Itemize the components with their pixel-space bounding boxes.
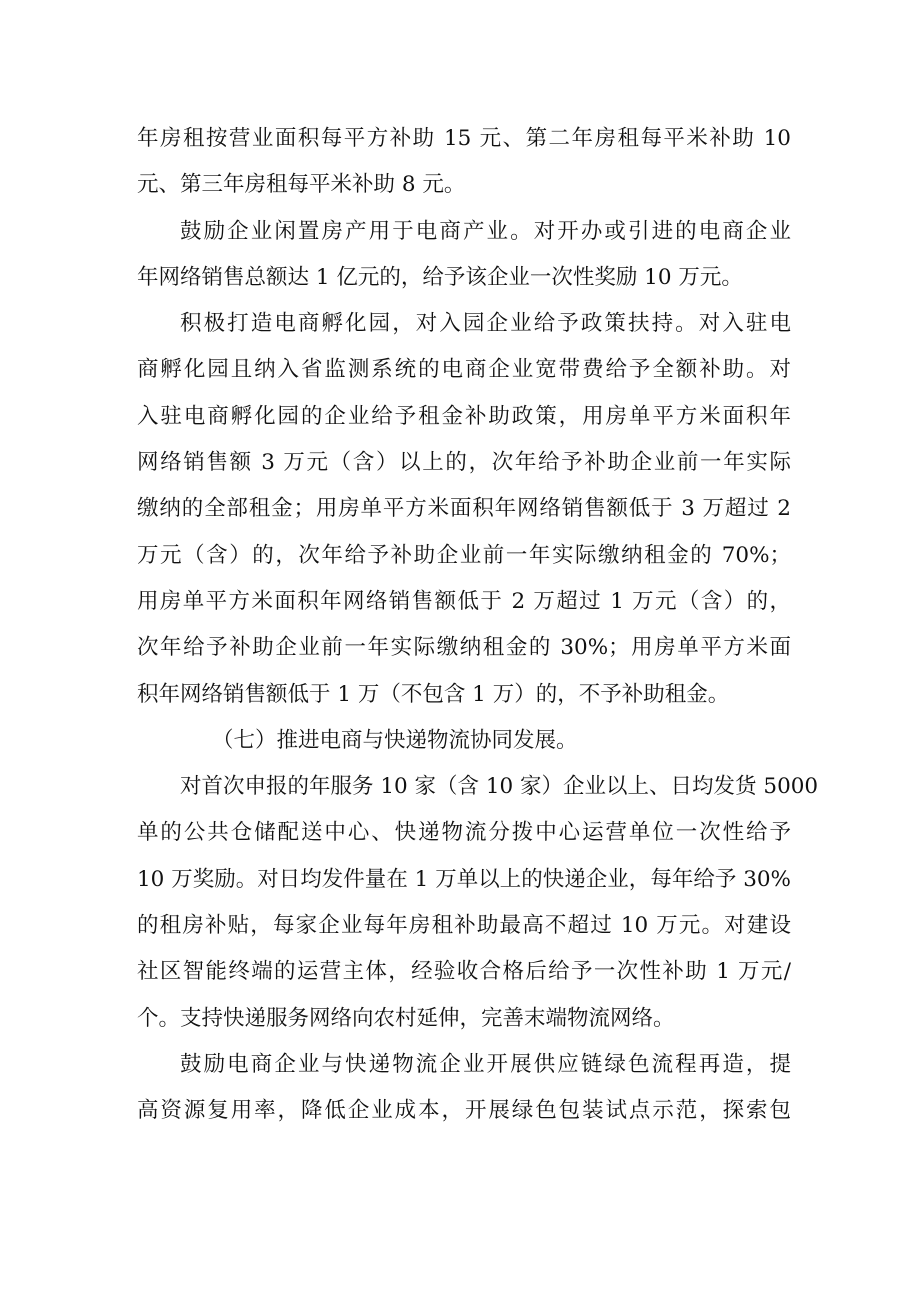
text-line-content: 用房单平方米面积年网络销售额低于 2 万超过 1 万元（含）的， [137, 588, 791, 614]
text-line [137, 625, 791, 671]
text-line [137, 949, 791, 995]
text-line-content: 的租房补贴，每家企业每年房租补助最高不超过 10 万元。对建设 [137, 913, 791, 939]
text-line-content: 社区智能终端的运营主体，经验收合格后给予一次性补助 1 万元/ [137, 959, 791, 985]
text-line-content: 缴纳的全部租金；用房单平方米面积年网络销售额低于 3 万超过 2 [137, 496, 791, 522]
paragraph-start-line [137, 301, 791, 347]
text-line-content: 鼓励企业闲置房产用于电商产业。对开办或引进的电商企业 [180, 218, 791, 244]
text-line-content: 高资源复用率，降低企业成本，开展绿色包装试点示范，探索包 [137, 1098, 791, 1124]
text-line [137, 116, 791, 162]
text-line [137, 255, 791, 301]
text-line-content: 万元（含）的，次年给予补助企业前一年实际缴纳租金的 70%； [137, 542, 791, 568]
text-line-content: 网络销售额 3 万元（含）以上的，次年给予补助企业前一年实际 [137, 450, 791, 476]
text-line [137, 579, 791, 625]
text-line-content: 积年网络销售额低于 1 万（不包含 1 万）的，不予补助租金。 [137, 681, 730, 707]
text-line-content: 商孵化园且纳入省监测系统的电商企业宽带费给予全额补助。对 [137, 357, 791, 383]
text-line [137, 672, 791, 718]
text-line [137, 533, 791, 579]
text-line-content: 鼓励电商企业与快递物流企业开展供应链绿色流程再造，提 [180, 1051, 791, 1077]
paragraph-start-line [137, 1042, 791, 1088]
text-line [137, 162, 791, 208]
text-line [137, 347, 791, 393]
paragraph-start-line [137, 209, 791, 255]
text-line-content: 元、第三年房租每平米补助 8 元。 [137, 172, 466, 198]
text-line-content: 10 万奖励。对日均发件量在 1 万单以上的快递企业，每年给予 30% [137, 866, 791, 892]
text-line-content: 年网络销售总额达 1 亿元的，给予该企业一次性奖励 10 万元。 [137, 264, 743, 290]
text-line-content: 对首次申报的年服务 10 家（含 10 家）企业以上、日均发货 5000 [180, 774, 819, 800]
text-line [137, 903, 791, 949]
text-line-content: 单的公共仓储配送中心、快递物流分拨中心运营单位一次性给予 [137, 820, 791, 846]
text-line [137, 394, 791, 440]
section-heading-text: （七）推进电商与快递物流协同发展。 [212, 727, 578, 753]
paragraph-start-line [137, 764, 819, 810]
text-line [137, 440, 791, 486]
text-line-content: 积极打造电商孵化园，对入园企业给予政策扶持。对入驻电 [180, 311, 791, 337]
text-line [137, 996, 791, 1042]
text-line-content: 个。支持快递服务网络向农村延伸，完善末端物流网络。 [137, 1005, 675, 1031]
text-line [137, 486, 791, 532]
document-body [137, 116, 819, 1135]
text-line-content: 入驻电商孵化园的企业给予租金补助政策，用房单平方米面积年 [137, 403, 791, 429]
text-line-content: 次年给予补助企业前一年实际缴纳租金的 30%；用房单平方米面 [137, 635, 791, 661]
text-line [137, 810, 791, 856]
text-line-content: 年房租按营业面积每平方补助 15 元、第二年房租每平米补助 10 [137, 126, 791, 151]
section-heading [137, 718, 791, 764]
text-line [137, 857, 791, 903]
text-line [137, 1088, 791, 1134]
